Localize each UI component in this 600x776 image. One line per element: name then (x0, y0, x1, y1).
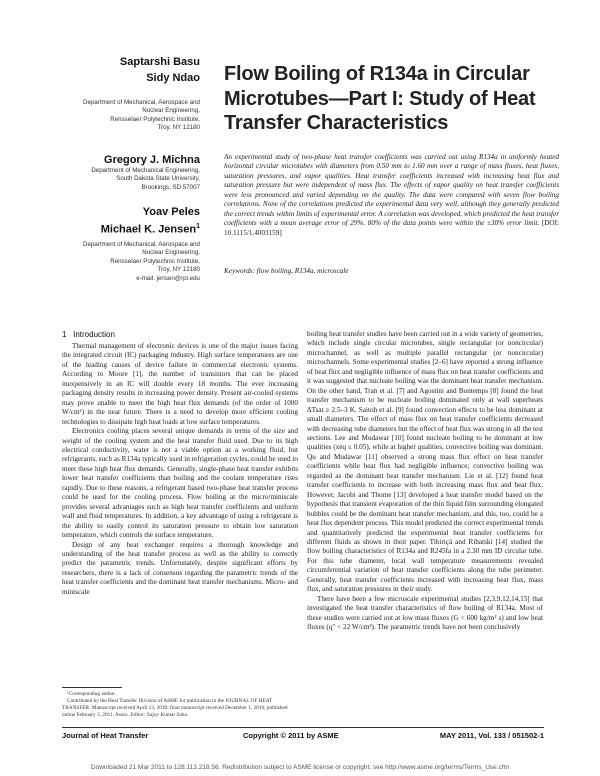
affiliation-line: Department of Mechanical Engineering, (91, 167, 200, 174)
affiliation-line: Troy, NY 12180 (157, 124, 200, 132)
affiliation-line: Rensselaer Polytechnic Institute, (110, 257, 200, 265)
author-michna: Gregory J. Michna (104, 154, 200, 166)
affiliation-rpi-1 (40, 99, 200, 133)
paragraph: Thermal management of electronic devices is one of the major issues facing the integrated circuit (IC) packaging industry. High surface temperatures are one of the leading causes of device failure in commercial electronic systems. According to Moore [1], the number of transistors that can be placed inexpensively in an IC will double every 18 months. The ever increasing packaging density results in increasing power density. Present air-cooled systems may prove unable to meet the high heat flux demands (of the order of 1000 W/cm²) in the near future. There is a need to develop more efficient cooling technologies to dissipate high heat loads at low surface temperatures. (62, 342, 298, 426)
affiliation-sdsu (40, 167, 200, 192)
section-number: 1 (62, 330, 67, 339)
abstract (224, 153, 559, 238)
corresponding-mark: 1 (196, 223, 200, 230)
affiliation-line: Department of Mechanical, Aerospace and (83, 241, 200, 248)
paragraph: boiling heat transfer studies have been carried out in a wide variety of geometries, which include single circular microtubes, single rectangular (or noncircular) microchannel, as well as multiple parallel rectangular (or noncircular) microchannels. Some experimental studies [2–6] have reported a strong influence of heat flux and negligible influence of mass flux on heat transfer coefficients and it was suggested that nucleate boiling was the dominant heat transfer mechanism. On the other hand, Tran et al. [7] and Agostini and Bontemps [8] found the heat transfer mechanism to be nucleate boiling dominated only at wall superheats ΔTsat ≥ 2.5–3 K. Saitoh et al. [9] found convection effects to be less dominant at small diameters. The effect of mass flux on heat transfer coefficients decreased with decreasing tube diameters but the effect of heat flux was strong in all the test sections. Lee and Mudawar [10] found nucleate boiling to be dominant at low qualities (xeq ≤ 0.05), while at higher qualities, convective boiling was dominant. Qu and Mudawar [11] observed a strong mass flux effect on heat transfer coefficients while heat flux had negligible influence; convective boiling was regarded as the dominant heat transfer mechanism. Lie et al. [12] found heat transfer coefficients to increase with both increasing mass flux and heat flux. However, Jacobi and Thome [13] developed a heat transfer model based on the hypothesis that transient evaporation of the thin liquid film surrounding elongated bubbles could be the dominant heat transfer mechanism, and this, too, could be a heat flux dependent process. This model predicted the correct experimental trends and quantitatively predicted the experimental heat transfer coefficients for different fluids as shown in their paper. Tibiriçá and Ribatski [14] studied the flow boiling characteristics of R134a and R245fa in a 2.30 mm ID circular tube. For this tube diameter, local wall temperature measurements revealed circumferential variation of heat transfer coefficients along the tube perimeter. Generally, heat transfer coefficients increased with increasing heat flux, mass flux, and saturation pressures in their study. (307, 330, 543, 594)
footnote-contribution: Contributed by the Heat Transfer Division of ASME for publication in the JOURNAL OF HEAT TRANSFER. Manuscript received April 13, 2010; final manuscript received December 1, 2010; published online February 3, 2011. Assoc. Editor: Sujoy Kumar Saha. (62, 697, 288, 718)
affiliation-email: e-mail: jensen@rpi.edu (136, 274, 200, 282)
affiliation-line: Nuclear Engineering, (142, 249, 200, 257)
footer-journal: Journal of Heat Transfer (62, 731, 149, 740)
section-title: Introduction (73, 330, 115, 339)
affiliation-line: South Dakota State University, (116, 175, 200, 183)
author-jensen-name: Michael K. Jensen (100, 223, 197, 236)
paragraph: Electronics cooling places several unique demands in terms of the size and weight of the cooling system and the heat transfer fluid used. Due to its high electrical conductivity, water is not a viable option as a working fluid, but refrigerants, such as R134a typically used in refrigeration cycles, could be used to meet these high heat flux demands. Generally, single-phase heat transfer exhibits lower heat transfer coefficients than boiling and the coolant temperature rises rapidly. Due to these reasons, a refrigerant based two-phase heat transfer process could be used for the cooling process. Flow boiling at the micro/miniscale provides several advantages such as high heat transfer coefficients and uniform wall and fluid temperatures. In addition, a key advantage of using a refrigerant is the ability to easily control its saturation pressure to obtain low saturation temperature, which controls the surface temperature. (62, 427, 298, 540)
abstract-text: An experimental study of two-phase heat transfer coefficients was carried out using R134a in uniformly heated horizontal circular microtubes with diameters from 0.50 mm to 1.60 mm over a range of mass fluxes, heat fluxes, saturation pressures, and vapor qualities. Heat transfer coefficients increased with increasing heat flux and saturation pressure but were independent of mass flux. The effects of vapor quality on heat transfer coefficients were less pronounced and varied depending on the quality. The data were compared with seven flow boiling correlations. None of the correlations predicted the experimental data very well, although they generally predicted the correct trends within limits of experimental error. A correlation was developed, which predicted the heat transfer coefficients with a mean average error of 29%. 80% of the data points were within the ±30% error limit. (224, 153, 559, 228)
paragraph: There have been a few microscale experimental studies [2,3,9,12,14,15] that investigated the heat transfer characteristics of flow boiling of R134a. Most of these studies were carried out at low mass fluxes (G < 600 kg/m² s) and low heat fluxes (q″ < 22 W/cm²). The parametric trends have not been conclusively (307, 594, 543, 632)
paper-title (224, 62, 584, 136)
right-column-text (307, 330, 543, 633)
affiliation-line: Nuclear Engineering, (142, 107, 200, 115)
left-column-text (62, 342, 298, 597)
footnotes (62, 691, 298, 719)
download-notice: Downloaded 21 Mar 2011 to 128.113.218.56. Redistribution subject to ASME license or copyright; see http://www.asme.org/terms/Terms_Use.cfm (90, 764, 510, 771)
footnote-rule (62, 687, 122, 688)
author-jensen (40, 223, 200, 236)
title-line: Flow Boiling of R134a in Circular (224, 63, 530, 85)
footer-rule (62, 727, 544, 728)
affiliation-line: Brookings, SD 57007 (141, 183, 200, 191)
title-line: Transfer Characteristics (224, 112, 449, 134)
title-line: Microtubes—Part I: Study of Heat (224, 87, 536, 110)
author-peles: Yoav Peles (142, 206, 200, 218)
footer-copyright: Copyright © 2011 by ASME (243, 731, 339, 740)
footnote-corresponding: ¹Corresponding author. (67, 691, 116, 697)
keywords: Keywords: flow boiling, R134a, microscale (224, 267, 349, 275)
section-heading (62, 330, 115, 339)
paragraph: Design of any heat exchanger requires a thorough knowledge and understanding of the heat transfer process as well as the ability to correctly predict the parametric trends. Unfortunately, despite significant efforts by researchers, there is a lack of consensus regarding the parametric trends of the heat transfer coefficients and the dominant heat transfer mechanisms. Micro- and miniscale (62, 540, 298, 596)
doi: [DOI: 10.1115/1.4003159] (224, 219, 559, 237)
affiliation-line: Department of Mechanical, Aerospace and (83, 99, 200, 106)
affiliation-line: Rensselaer Polytechnic Institute, (110, 115, 200, 123)
affiliation-line: Troy, NY 12180 (157, 266, 200, 274)
footer-issue: MAY 2011, Vol. 133 / 051502-1 (439, 731, 544, 740)
affiliation-rpi-2 (40, 241, 200, 283)
author-ndao: Sidy Ndao (146, 72, 200, 84)
author-basu: Saptarshi Basu (119, 56, 200, 68)
